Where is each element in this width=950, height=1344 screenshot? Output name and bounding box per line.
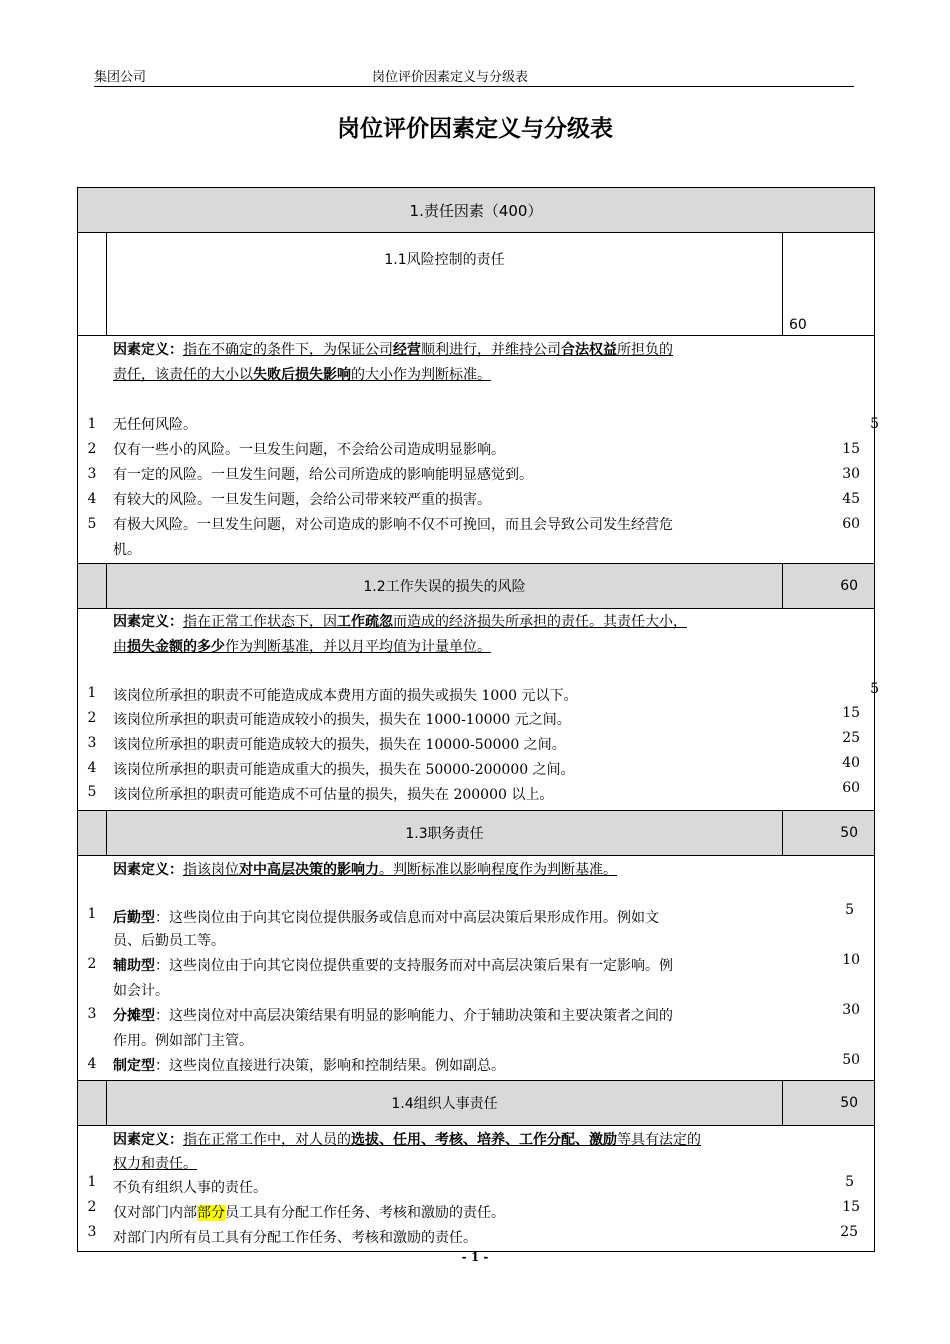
level-number: 5	[87, 784, 97, 800]
level-text: 无任何风险。	[113, 417, 197, 433]
level-score: 30	[842, 466, 861, 482]
definition-line: 因素定义：指在正常工作状态下，因工作疏忽而造成的经济损失所承担的责任。其责任大小，	[113, 614, 687, 630]
level-number: 1	[87, 1174, 97, 1190]
section-header	[78, 1081, 875, 1126]
section-score: 50	[783, 811, 875, 856]
level-score: 5	[870, 681, 880, 697]
page-header	[94, 66, 854, 87]
level-score: 30	[842, 1002, 861, 1018]
level-number: 1	[87, 906, 97, 922]
level-text: 后勤型：这些岗位由于向其它岗位提供服务或信息而对中高层决策后果形成作用。例如文	[113, 910, 659, 926]
level-score: 5	[845, 902, 855, 918]
level-text: 该岗位所承担的职责可能造成不可估量的损失，损失在 200000 以上。	[113, 787, 554, 803]
section-body	[78, 1126, 875, 1252]
main-section-header	[78, 188, 875, 233]
level-number: 2	[87, 710, 97, 726]
section-score: 60	[783, 233, 875, 336]
level-text: 该岗位所承担的职责不可能造成成本费用方面的损失或损失 1000 元以下。	[113, 688, 578, 704]
definition-line: 责任，该责任的大小以失败后损失影响的大小作为判断标准。	[113, 367, 491, 383]
level-number: 3	[87, 466, 97, 482]
level-score: 40	[842, 755, 861, 771]
main-section-title: 1.责任因素（400）	[78, 188, 875, 233]
level-score: 15	[842, 705, 861, 721]
level-text: 制定型：这些岗位直接进行决策，影响和控制结果。例如副总。	[113, 1058, 505, 1074]
level-number: 3	[87, 1224, 97, 1240]
level-score: 10	[842, 952, 861, 968]
section-score: 50	[783, 1081, 875, 1126]
level-number: 2	[87, 441, 97, 457]
level-score: 5	[870, 416, 880, 432]
evaluation-table	[77, 187, 880, 1252]
section-title: 1.3职务责任	[107, 811, 783, 856]
level-number: 1	[87, 416, 97, 432]
highlighted-text: 部分	[197, 1205, 225, 1221]
level-text: 对部门内所有员工具有分配工作任务、考核和激励的责任。	[113, 1230, 477, 1246]
level-number: 5	[87, 516, 97, 532]
definition-line: 因素定义：指在正常工作中，对人员的选拔、任用、考核、培养、工作分配、激励等具有法定的	[113, 1132, 701, 1148]
level-score: 45	[842, 491, 861, 507]
level-score: 15	[842, 1199, 861, 1215]
page-number: - 1 -	[461, 1250, 489, 1264]
section-body	[78, 856, 875, 1081]
section-header	[78, 564, 875, 609]
level-score: 25	[840, 1224, 859, 1240]
level-text: 该岗位所承担的职责可能造成重大的损失，损失在 50000-200000 之间。	[113, 762, 575, 778]
level-number: 2	[87, 956, 97, 972]
section-title: 1.1风险控制的责任	[107, 233, 783, 336]
section-title: 1.4组织人事责任	[107, 1081, 783, 1126]
level-number: 1	[87, 685, 97, 701]
level-text-cont: 员、后勤员工等。	[113, 933, 225, 949]
level-text: 有一定的风险。一旦发生问题，给公司所造成的影响能明显感觉到。	[113, 467, 533, 483]
definition-line: 由损失金额的多少作为判断基准，并以月平均值为计量单位。	[113, 639, 491, 655]
definition-line: 因素定义：指该岗位对中高层决策的影响力。判断标准以影响程度作为判断基准。	[113, 862, 617, 878]
level-number: 2	[87, 1199, 97, 1215]
section-header	[78, 811, 875, 856]
level-text: 辅助型：这些岗位由于向其它岗位提供重要的支持服务而对中高层决策后果有一定影响。例	[113, 958, 673, 974]
level-score: 60	[842, 516, 861, 532]
level-score: 5	[845, 1174, 855, 1190]
level-text: 仅对部门内部部分员工具有分配工作任务、考核和激励的责任。	[113, 1205, 505, 1221]
level-text-cont: 作用。例如部门主管。	[113, 1033, 253, 1049]
level-text: 有极大风险。一旦发生问题，对公司造成的影响不仅不可挽回，而且会导致公司发生经营危	[113, 517, 673, 533]
level-number: 4	[87, 1056, 97, 1072]
level-score: 15	[842, 441, 861, 457]
level-text-cont: 机。	[113, 542, 141, 558]
level-number: 3	[87, 1006, 97, 1022]
level-text: 该岗位所承担的职责可能造成较小的损失，损失在 1000-10000 元之间。	[113, 712, 571, 728]
header-company: 集团公司	[94, 70, 147, 85]
section-title: 1.2工作失误的损失的风险	[107, 564, 783, 609]
section-body	[78, 336, 875, 564]
section-body	[78, 609, 875, 811]
level-number: 3	[87, 735, 97, 751]
definition-line: 因素定义：指在不确定的条件下，为保证公司经营顺利进行，并维持公司合法权益所担负的	[113, 342, 673, 358]
level-score: 50	[842, 1052, 861, 1068]
level-text-cont: 如会计。	[113, 983, 169, 999]
level-number: 4	[87, 491, 97, 507]
level-score: 60	[842, 780, 861, 796]
section-score: 60	[783, 564, 875, 609]
level-text: 分摊型：这些岗位对中高层决策结果有明显的影响能力、介于辅助决策和主要决策者之间的	[113, 1008, 673, 1024]
level-text: 不负有组织人事的责任。	[113, 1180, 267, 1196]
header-title: 岗位评价因素定义与分级表	[372, 70, 529, 85]
definition-line: 权力和责任。	[113, 1156, 197, 1172]
level-text: 该岗位所承担的职责可能造成较大的损失，损失在 10000-50000 之间。	[113, 737, 566, 753]
level-number: 4	[87, 760, 97, 776]
document-title: 岗位评价因素定义与分级表	[337, 116, 613, 142]
section-header	[78, 233, 875, 336]
level-text: 仅有一些小的风险。一旦发生问题，不会给公司造成明显影响。	[113, 442, 505, 458]
level-score: 25	[842, 730, 861, 746]
level-text: 有较大的风险。一旦发生问题，会给公司带来较严重的损害。	[113, 492, 491, 508]
